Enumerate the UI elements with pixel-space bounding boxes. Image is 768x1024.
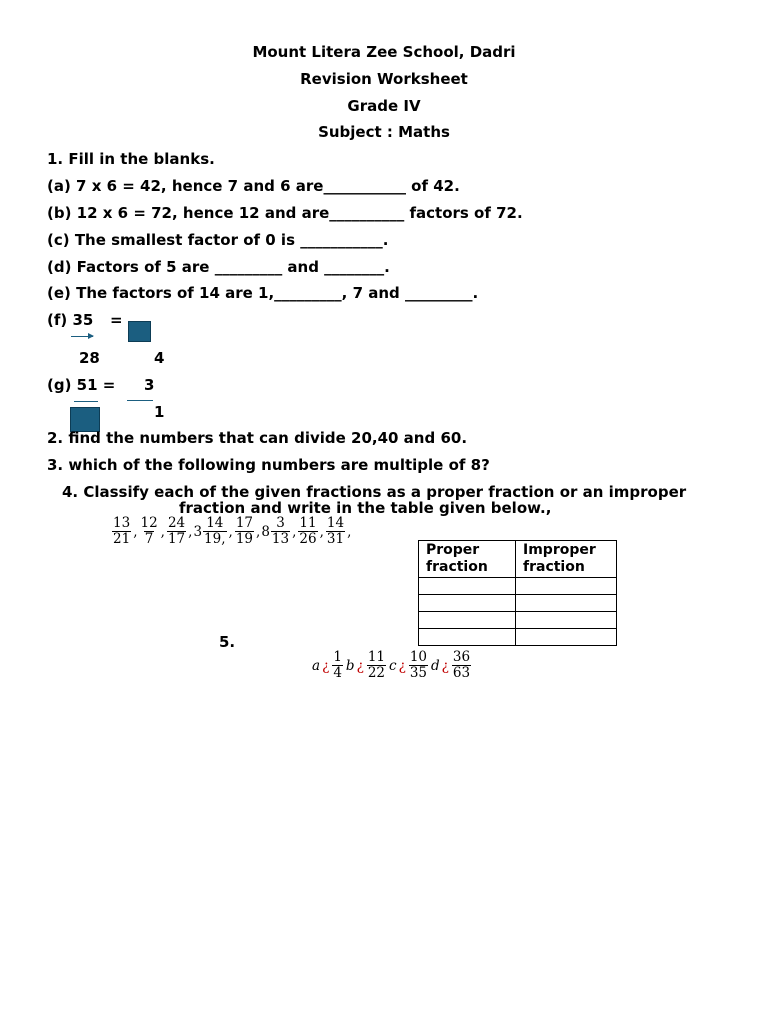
missing-glyph: ¿ — [322, 657, 330, 674]
fraction-denominator: 19, — [204, 531, 226, 547]
table-header-improper: Improper fraction — [516, 541, 617, 578]
q4-line2 — [179, 499, 551, 517]
q5-fraction-list — [310, 650, 472, 681]
missing-glyph: ¿ — [441, 657, 449, 674]
fraction-numerator: 12 — [140, 515, 158, 531]
q1-part-b: (b) 12 x 6 = 72, hence 12 and are__________ factors of 72. — [47, 204, 523, 222]
table-row — [419, 595, 617, 612]
fraction-numerator: 10 — [409, 649, 427, 665]
fraction-denominator: 35 — [409, 665, 427, 681]
table-cell-improper — [516, 578, 617, 595]
fraction-numerator: 11 — [367, 649, 385, 665]
fraction-numerator: 3 — [276, 515, 285, 531]
missing-glyph: ¿ — [356, 657, 364, 674]
fraction-numerator: 24 — [167, 515, 186, 531]
fraction-numerator: 1 — [333, 649, 342, 665]
table-cell-improper — [516, 595, 617, 612]
fraction-separator: , — [160, 523, 165, 540]
q1-part-g-top-value: 3 — [144, 376, 155, 394]
fraction-denominator: 19 — [235, 531, 254, 547]
mixed-whole-number: 3 — [193, 523, 203, 540]
item-letter: a — [312, 657, 321, 674]
fraction-separator: , — [133, 523, 138, 540]
fraction-denominator: 31 — [326, 531, 345, 547]
fraction-denominator: 13 — [271, 531, 290, 547]
mixed-whole-number: 8 — [261, 523, 270, 540]
fraction-denominator: 7 — [144, 531, 154, 547]
item-letter: b — [345, 657, 355, 674]
subject-label: Subject : Maths — [318, 123, 450, 141]
q4-line2-text: fraction and write in the table given below. — [179, 499, 546, 517]
q3-text: 3. which of the following numbers are multiple of 8? — [47, 456, 490, 474]
fraction — [235, 516, 254, 547]
table-cell-proper — [419, 629, 516, 646]
table-cell-proper — [419, 612, 516, 629]
arrow-icon — [71, 336, 93, 337]
fraction-denominator: 63 — [452, 665, 471, 681]
table-row — [419, 612, 617, 629]
q1-part-f-label: (f) 35 — [47, 311, 94, 329]
q1-part-f-left-value: 28 — [79, 349, 100, 367]
missing-glyph: ¿ — [398, 657, 406, 674]
q5-label: 5. — [219, 633, 236, 651]
item-letter: c — [389, 657, 397, 674]
fraction — [203, 516, 226, 547]
table-cell-proper — [419, 595, 516, 612]
table-cell-proper — [419, 578, 516, 595]
q1-part-e: (e) The factors of 14 are 1,_________, 7 and _________. — [47, 284, 479, 302]
fraction — [326, 516, 345, 547]
item-letter: d — [431, 657, 440, 674]
fraction — [167, 516, 186, 547]
q1-part-a: (a) 7 x 6 = 42, hence 7 and 6 are___________ of 42. — [47, 177, 460, 195]
fraction — [271, 516, 290, 547]
table-row — [419, 578, 617, 595]
fraction — [452, 650, 471, 681]
fraction-denominator: 17 — [167, 531, 186, 547]
fraction — [332, 650, 343, 681]
answer-box-f — [128, 321, 151, 342]
q4-line1: 4. Classify each of the given fractions as a proper fraction or an improper — [62, 483, 687, 501]
grade-label: Grade IV — [347, 97, 421, 115]
fraction-classification-table — [418, 540, 617, 646]
worksheet-title: Revision Worksheet — [300, 70, 468, 88]
fraction-numerator: 14 — [326, 515, 345, 531]
table-row — [419, 629, 617, 646]
fraction-denominator: 21 — [113, 531, 131, 547]
fraction — [112, 516, 131, 547]
fraction-denominator: 26 — [299, 531, 317, 547]
q1-part-g-label: (g) 51 = — [47, 376, 116, 394]
q1-heading: 1. Fill in the blanks. — [47, 150, 215, 168]
fraction — [298, 516, 317, 547]
fraction-numerator: 17 — [235, 515, 254, 531]
fraction — [409, 650, 428, 681]
fraction-separator: , — [228, 523, 233, 540]
fraction-separator: , — [319, 523, 324, 540]
fraction-numerator: 11 — [299, 515, 317, 531]
fraction-numerator: 13 — [113, 515, 131, 531]
fraction-denominator: 4 — [333, 665, 342, 681]
q1-part-f-right-value: 4 — [154, 349, 165, 367]
q2-text: 2. find the numbers that can divide 20,40 and 60. — [47, 429, 468, 447]
school-name: Mount Litera Zee School, Dadri — [252, 43, 516, 61]
fraction-numerator: 36 — [452, 649, 471, 665]
table-cell-improper — [516, 629, 617, 646]
q4-fraction-list — [111, 516, 352, 547]
q1-part-g-bottom-value: 1 — [154, 403, 165, 421]
fraction-numerator: 14 — [206, 515, 224, 531]
fraction-separator: , — [256, 523, 261, 540]
fraction-separator: , — [188, 523, 193, 540]
fraction-denominator: 22 — [367, 665, 385, 681]
fraction — [367, 650, 386, 681]
q4-line2-end: , — [545, 499, 552, 517]
q1-part-c: (c) The smallest factor of 0 is ___________. — [47, 231, 389, 249]
q1-part-f-equals: = — [110, 311, 123, 329]
table-header-proper: Proper fraction — [419, 541, 516, 578]
fraction-separator: , — [292, 523, 297, 540]
q1-part-d: (d) Factors of 5 are _________ and ________. — [47, 258, 390, 276]
fraction — [139, 516, 158, 547]
table-cell-improper — [516, 612, 617, 629]
dash-line-left — [74, 401, 98, 402]
dash-line-right — [127, 400, 153, 401]
fraction-separator: , — [347, 523, 352, 540]
